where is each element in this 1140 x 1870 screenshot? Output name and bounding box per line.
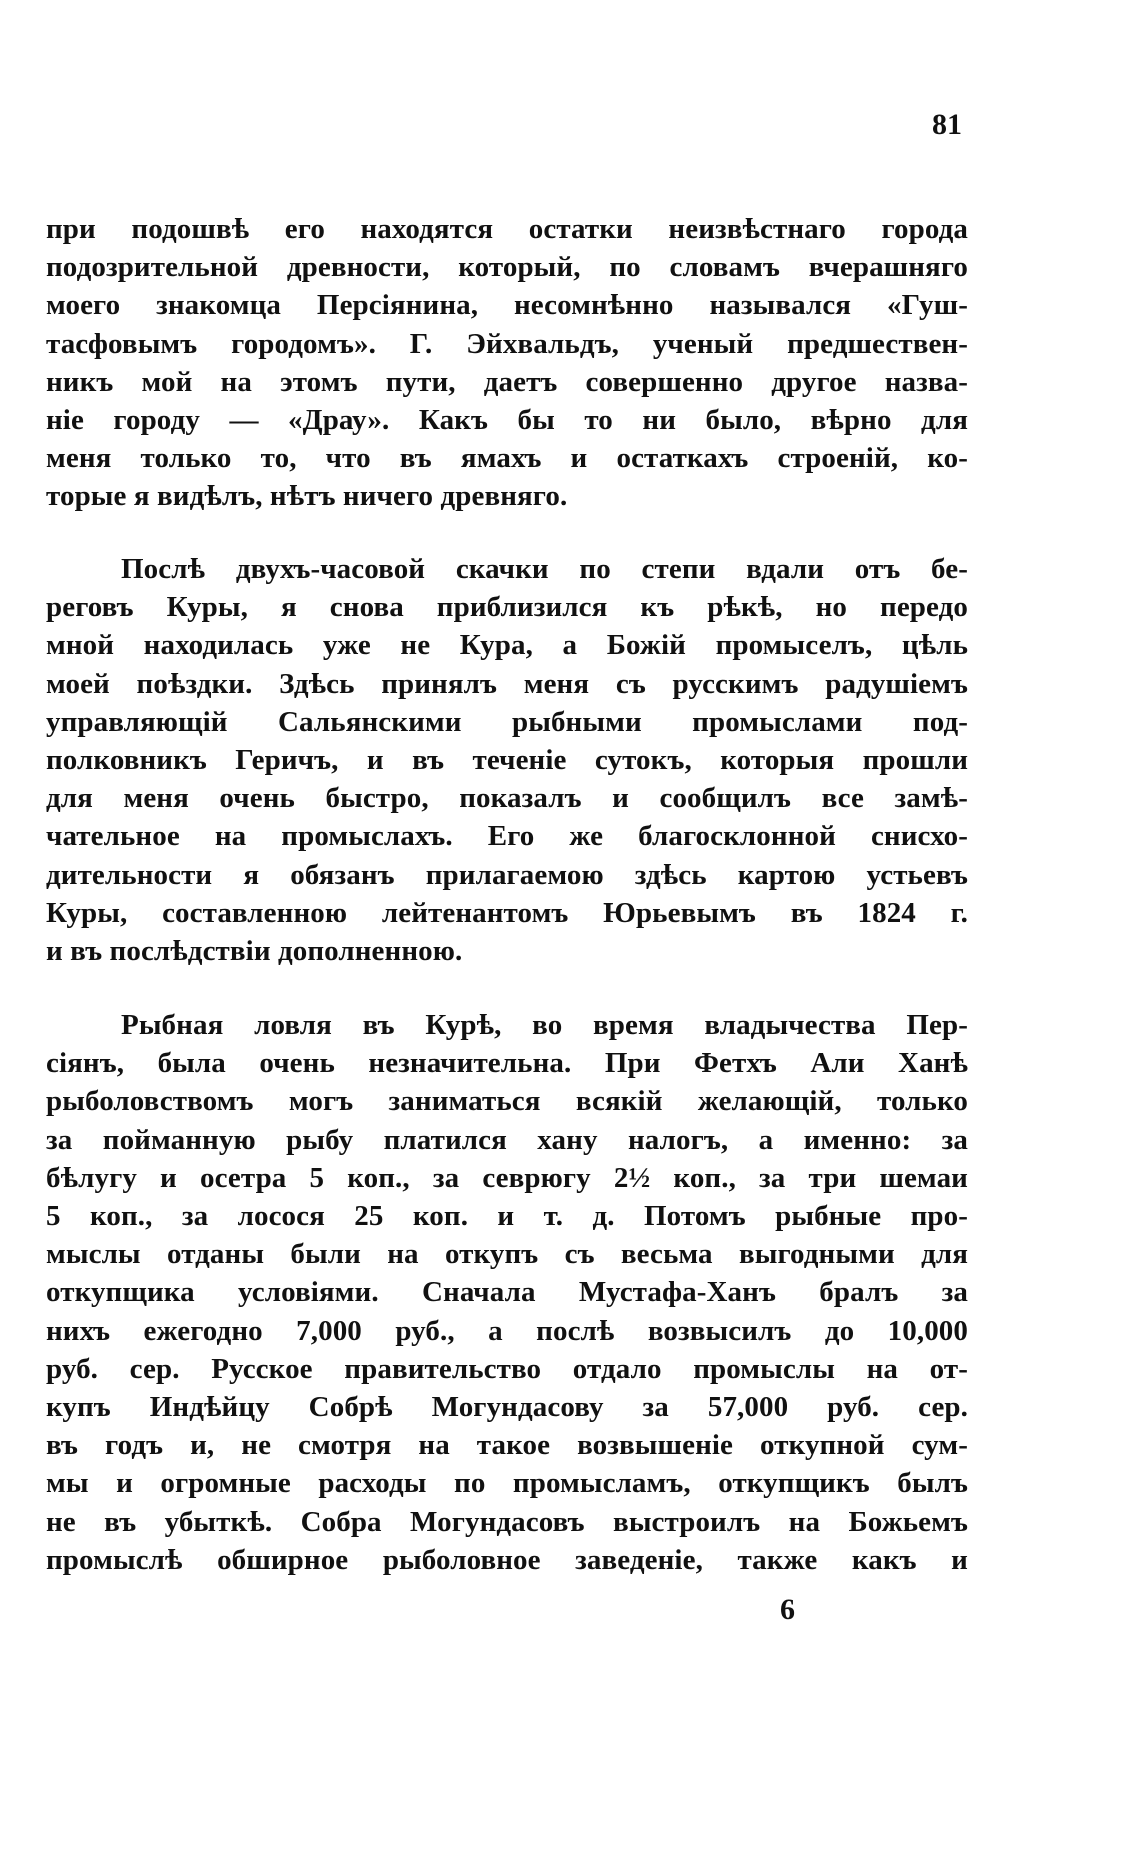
text-line: реговъ Куры, я снова приблизился къ рѣкѣ, но передо	[46, 591, 968, 624]
text-line: полковникъ Геричъ, и въ теченіе сутокъ, которыя прошли	[46, 744, 968, 777]
paragraph-1	[46, 210, 968, 516]
text-line: при подошвѣ его находятся остатки неизвѣстнаго города	[46, 213, 968, 245]
text-line: въ годъ и, не смотря на такое возвышеніе откупной сум-	[46, 1429, 968, 1462]
paragraph-2	[46, 550, 968, 970]
text-line: мыслы отданы были на откупъ съ весьма выгодными для	[46, 1238, 968, 1271]
text-line: подозрительной древности, который, по словамъ вчерашняго	[46, 251, 968, 284]
text-line: для меня очень быстро, показалъ и сообщилъ все замѣ-	[46, 782, 968, 815]
text-line: руб. сер. Русское правительство отдало промыслы на от-	[46, 1352, 968, 1385]
page-number: 81	[932, 108, 962, 141]
text-line: дительности я обязанъ прилагаемою здѣсь картою устьевъ	[46, 858, 968, 891]
text-line: торые я видѣлъ, нѣтъ ничего древняго.	[46, 480, 568, 513]
text-line: купъ Индѣйцу Собрѣ Могундасову за 57,000 руб. сер.	[46, 1391, 968, 1424]
text-line: управляющій Сальянскими рыбными промыслами под-	[46, 705, 968, 738]
text-line: бѣлугу и осетра 5 коп., за севрюгу 2½ коп., за три шемаи	[46, 1161, 968, 1194]
text-line: ніе городу — «Драу». Какъ бы то ни было, вѣрно для	[46, 404, 968, 437]
text-line: мной находилась уже не Кура, а Божій промыселъ, цѣль	[46, 629, 968, 662]
text-line: за пойманную рыбу платился хану налогъ, а именно: за	[46, 1123, 968, 1156]
text-line: нихъ ежегодно 7,000 руб., а послѣ возвысилъ до 10,000	[46, 1314, 968, 1347]
text-line: чательное на промыслахъ. Его же благосклонной снисхо-	[46, 820, 968, 853]
signature-mark: 6	[780, 1593, 795, 1626]
text-line: мы и огромные расходы по промысламъ, откупщикъ былъ	[46, 1467, 968, 1500]
text-line: Рыбная ловля въ Курѣ, во время владычества Пер-	[121, 1009, 968, 1041]
text-line: рыболовствомъ могъ заниматься всякій желающій, только	[46, 1085, 968, 1118]
text-line: моего знакомца Персіянина, несомнѣнно назывался «Гуш-	[46, 289, 968, 322]
paragraph-3	[46, 1006, 968, 1579]
text-line: промыслѣ обширное рыболовное заведеніе, также какъ и	[46, 1543, 968, 1576]
text-line: тасфовымъ городомъ». Г. Эйхвальдъ, ученый предшествен-	[46, 327, 968, 360]
text-line: и въ послѣдствіи дополненною.	[46, 935, 463, 968]
text-line: меня только то, что въ ямахъ и остаткахъ строеній, ко-	[46, 442, 968, 475]
text-line: откупщика условіями. Сначала Мустафа-Ханъ бралъ за	[46, 1276, 968, 1309]
text-line: не въ убыткѣ. Собра Могундасовъ выстроилъ на Божьемъ	[46, 1505, 968, 1538]
text-line: сіянъ, была очень незначительна. При Фетхъ Али Ханѣ	[46, 1047, 968, 1080]
text-line: никъ мой на этомъ пути, даетъ совершенно другое назва-	[46, 365, 968, 398]
text-line: Послѣ двухъ-часовой скачки по степи вдали отъ бе-	[121, 553, 968, 585]
text-line: 5 коп., за лосося 25 коп. и т. д. Потомъ рыбные про-	[46, 1200, 968, 1233]
text-line: моей поѣздки. Здѣсь принялъ меня съ русскимъ радушіемъ	[46, 667, 968, 700]
text-line: Куры, составленною лейтенантомъ Юрьевымъ въ 1824 г.	[46, 896, 968, 929]
